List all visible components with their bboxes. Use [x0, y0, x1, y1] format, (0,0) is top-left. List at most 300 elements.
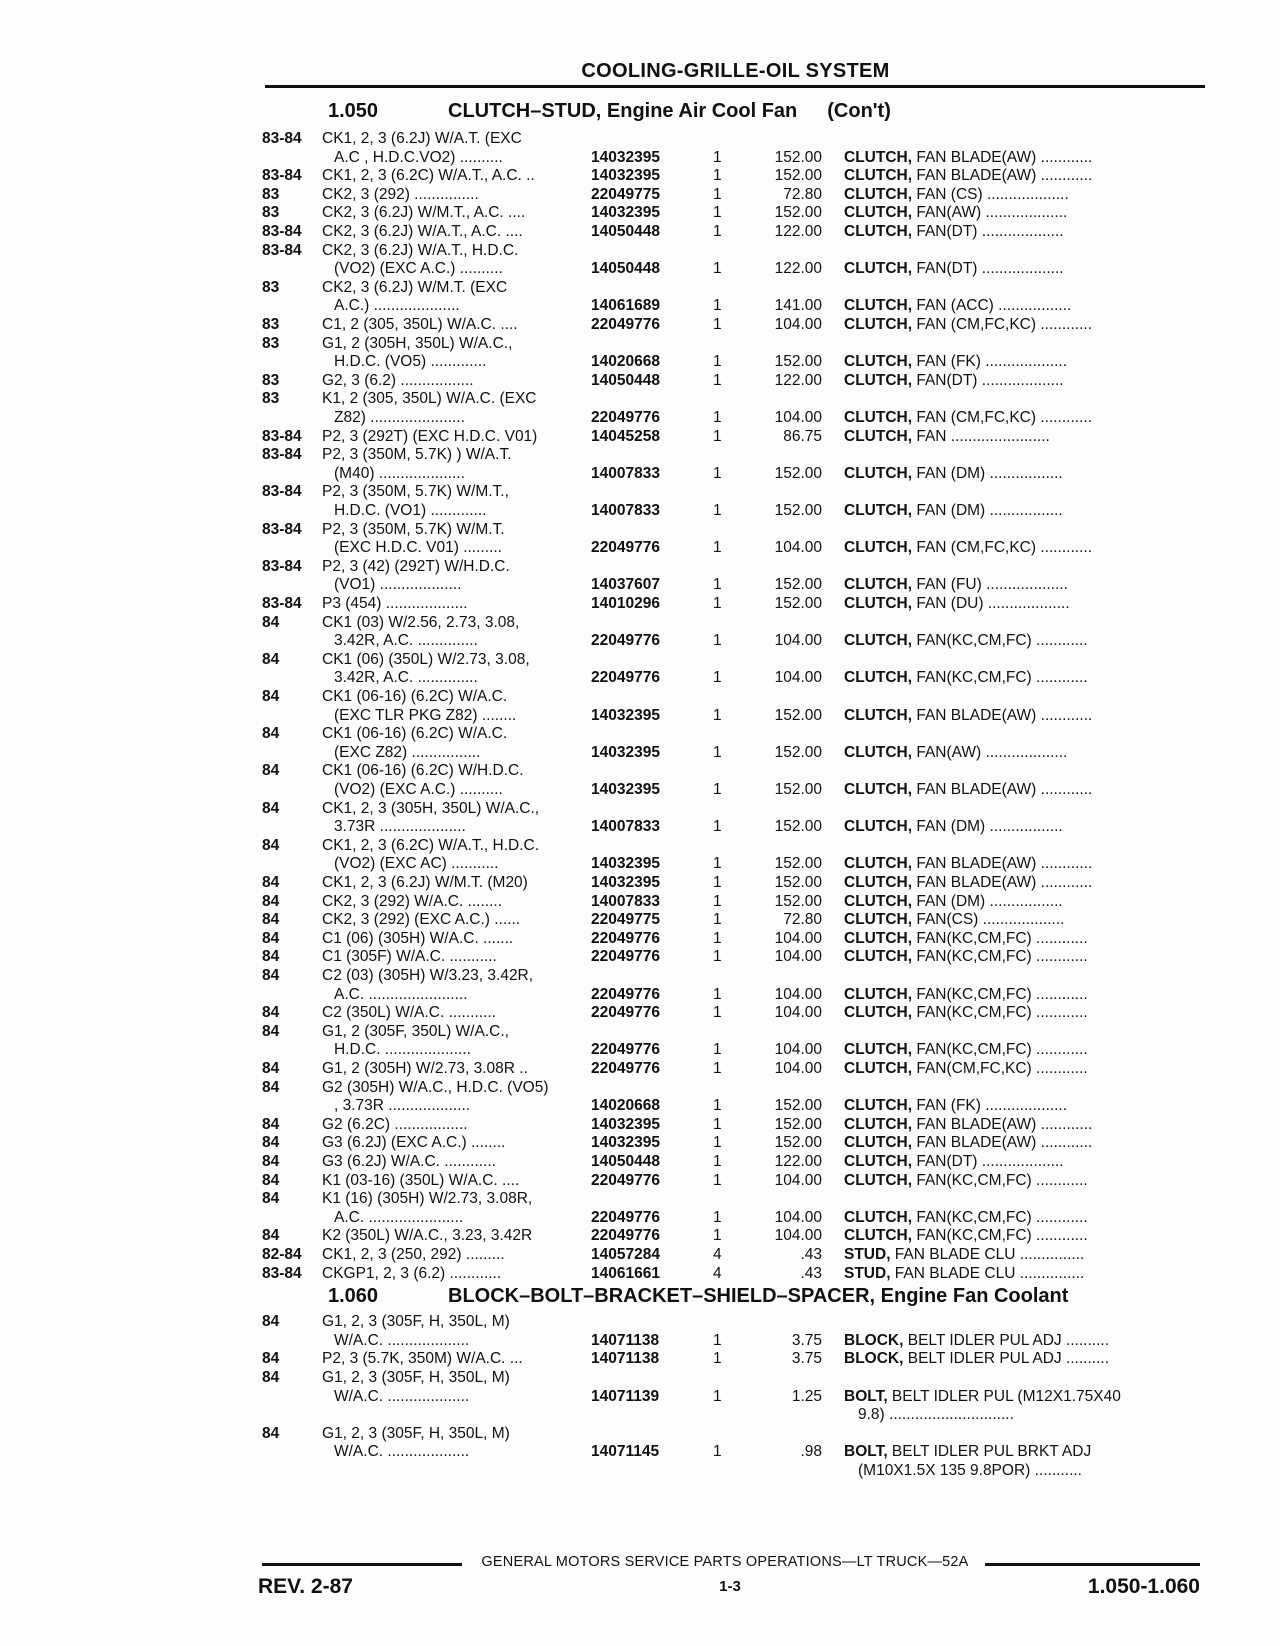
- application-desc: (EXC H.D.C. V01) .........: [334, 539, 502, 557]
- parts-row: [0, 614, 1280, 632]
- part-name-detail: FAN (DM) .................: [912, 502, 1063, 519]
- application-desc: CK1, 2, 3 (305H, 350L) W/A.C.,: [322, 799, 540, 817]
- list-price: 152.00: [774, 204, 822, 222]
- part-number: 22049776: [591, 929, 660, 947]
- part-name-noun: CLUTCH,: [844, 1171, 913, 1189]
- part-name-detail: FAN(KC,CM,FC) ............: [912, 1227, 1088, 1245]
- list-price: 152.00: [774, 576, 822, 594]
- part-name-detail: FAN(CM,FC,KC) ............: [912, 1060, 1088, 1077]
- model-year: 84: [262, 1227, 280, 1245]
- quantity: 1: [713, 1208, 722, 1226]
- parts-row: [0, 149, 1280, 167]
- part-number: 22049776: [591, 948, 660, 966]
- model-year: 83-84: [262, 223, 302, 240]
- part-number: 14057284: [591, 1246, 660, 1263]
- part-name-detail: FAN(KC,CM,FC) ............: [912, 1004, 1088, 1022]
- part-name-noun: CLUTCH,: [844, 874, 913, 891]
- list-price: 152.00: [774, 706, 822, 724]
- parts-row: [0, 279, 1280, 297]
- parts-row: [0, 893, 1280, 911]
- part-name-noun: CLUTCH,: [844, 911, 913, 929]
- part-name-detail: 9.8) .............................: [858, 1406, 1014, 1424]
- quantity: 1: [713, 148, 722, 166]
- part-name: [844, 1041, 1204, 1059]
- footer-rule-right: [985, 1563, 1200, 1566]
- application-desc: C1 (06) (305H) W/A.C. .......: [322, 929, 514, 947]
- quantity: 4: [713, 1246, 722, 1263]
- part-name: [844, 1332, 1204, 1350]
- quantity: 1: [713, 874, 722, 891]
- quantity: 1: [713, 427, 722, 445]
- footer-revision: REV. 2-87: [258, 1575, 353, 1598]
- parts-row: [0, 1246, 1280, 1264]
- part-name-detail: FAN(DT) ...................: [912, 260, 1064, 278]
- part-number: 22049776: [591, 539, 660, 557]
- section-heading-1060: [328, 1285, 1068, 1308]
- model-year: 83-84: [262, 483, 302, 501]
- model-year: 84: [262, 650, 280, 668]
- list-price: 152.00: [774, 743, 822, 761]
- quantity: 1: [713, 502, 722, 519]
- part-name: [844, 223, 1204, 241]
- part-name-detail: FAN (CS) ...................: [912, 185, 1069, 203]
- part-name-detail: FAN(KC,CM,FC) ............: [912, 929, 1088, 947]
- application-desc: CKGP1, 2, 3 (6.2) ............: [322, 1264, 502, 1282]
- list-price: 104.00: [774, 316, 822, 333]
- quantity: 1: [713, 1350, 722, 1368]
- application-desc: G2, 3 (6.2) .................: [322, 371, 474, 389]
- part-number: 14071139: [591, 1387, 660, 1405]
- section-number: 1.050: [328, 100, 379, 122]
- part-name-noun: CLUTCH,: [844, 706, 913, 724]
- model-year: 84: [262, 911, 280, 929]
- model-year: 84: [262, 1350, 280, 1368]
- list-price: 152.00: [774, 874, 822, 891]
- part-name-detail: (M10X1.5X 135 9.8POR) ...........: [858, 1462, 1082, 1479]
- quantity: 1: [713, 892, 722, 910]
- part-name-noun: CLUTCH,: [844, 148, 913, 166]
- parts-row: [0, 986, 1280, 1004]
- model-year: 83: [262, 371, 280, 389]
- parts-row: [0, 204, 1280, 222]
- application-desc: , 3.73R ...................: [334, 1097, 471, 1115]
- application-desc: G1, 2 (305H, 350L) W/A.C.,: [322, 334, 513, 352]
- part-name-detail: FAN BLADE(AW) ............: [912, 1115, 1093, 1133]
- part-number: 14007833: [591, 818, 660, 836]
- part-name: [844, 1116, 1204, 1134]
- parts-row: [0, 1004, 1280, 1022]
- list-price: .43: [800, 1264, 822, 1282]
- parts-row: [0, 1190, 1280, 1208]
- part-name-noun: CLUTCH,: [844, 948, 913, 966]
- application-desc: W/A.C. ...................: [334, 1331, 470, 1349]
- parts-row: [0, 465, 1280, 483]
- application-desc: H.D.C. ....................: [334, 1041, 471, 1059]
- section-continued: (Con't): [827, 100, 891, 122]
- part-name-detail: FAN BLADE CLU ...............: [890, 1264, 1085, 1282]
- part-number: 14032395: [591, 781, 660, 798]
- part-name-noun: BOLT,: [844, 1387, 888, 1405]
- model-year: 84: [262, 688, 280, 705]
- part-name-detail: FAN(KC,CM,FC) ............: [912, 632, 1088, 650]
- part-name-noun: BOLT,: [844, 1443, 888, 1461]
- parts-row: [0, 1350, 1280, 1368]
- application-desc: CK1, 2, 3 (250, 292) .........: [322, 1246, 505, 1263]
- list-price: 104.00: [774, 1004, 822, 1022]
- list-price: 104.00: [774, 985, 822, 1003]
- part-name-noun: CLUTCH,: [844, 1227, 913, 1245]
- parts-row: [0, 539, 1280, 557]
- part-name: [844, 781, 1204, 799]
- quantity: 1: [713, 1171, 722, 1189]
- parts-row: [0, 725, 1280, 743]
- application-desc: G3 (6.2J) (EXC A.C.) ........: [322, 1134, 506, 1152]
- model-year: 84: [262, 762, 280, 780]
- part-name: [844, 149, 1204, 167]
- parts-row: [0, 1265, 1280, 1283]
- part-number: 22049776: [591, 1060, 660, 1077]
- quantity: 1: [713, 204, 722, 222]
- part-number: 14007833: [591, 502, 660, 519]
- part-name: [844, 372, 1204, 390]
- list-price: 72.80: [783, 911, 822, 929]
- part-name: [844, 204, 1204, 222]
- application-desc: (M40) ....................: [334, 464, 465, 482]
- model-year: 83: [262, 334, 280, 352]
- application-desc: CK2, 3 (6.2J) W/A.T., H.D.C.: [322, 241, 519, 259]
- application-desc: (EXC Z82) ................: [334, 743, 481, 761]
- quantity: 1: [713, 706, 722, 724]
- application-desc: W/A.C. ...................: [334, 1443, 470, 1461]
- model-year: 83-84: [262, 1264, 302, 1282]
- parts-row: [0, 1227, 1280, 1245]
- part-name: [844, 1097, 1204, 1115]
- parts-row: [0, 818, 1280, 836]
- application-desc: G1, 2 (305F, 350L) W/A.C.,: [322, 1022, 509, 1040]
- application-desc: H.D.C. (VO5) .............: [334, 353, 487, 371]
- application-desc: P2, 3 (42) (292T) W/H.D.C.: [322, 557, 510, 575]
- part-name-noun: CLUTCH,: [844, 1097, 913, 1115]
- quantity: 1: [713, 929, 722, 947]
- list-price: 152.00: [774, 502, 822, 519]
- application-desc: P3 (454) ...................: [322, 595, 468, 612]
- part-name-noun: BLOCK,: [844, 1331, 904, 1349]
- application-desc: A.C. .......................: [334, 985, 468, 1003]
- part-name: [844, 986, 1204, 1004]
- application-desc: K2 (350L) W/A.C., 3.23, 3.42R: [322, 1227, 533, 1245]
- application-desc: A.C , H.D.C.VO2) ..........: [334, 148, 503, 166]
- quantity: 1: [713, 632, 722, 650]
- quantity: 1: [713, 576, 722, 594]
- application-desc: P2, 3 (350M, 5.7K) ) W/A.T.: [322, 446, 512, 464]
- part-name: [858, 1406, 1218, 1424]
- part-name-noun: CLUTCH,: [844, 1004, 913, 1022]
- parts-row: [0, 874, 1280, 892]
- model-year: 84: [262, 1313, 280, 1331]
- quantity: 1: [713, 1060, 722, 1077]
- model-year: 83-84: [262, 595, 302, 612]
- application-desc: (VO1) ...................: [334, 576, 462, 594]
- application-desc: 3.73R ....................: [334, 818, 466, 836]
- part-name-detail: FAN(KC,CM,FC) ............: [912, 1208, 1088, 1226]
- footer-publisher: GENERAL MOTORS SERVICE PARTS OPERATIONS—LT TRUCK—52A: [481, 1554, 969, 1570]
- part-number: 22049776: [591, 1171, 660, 1189]
- section-number: 1.060: [328, 1285, 379, 1308]
- part-number: 14071138: [591, 1331, 660, 1349]
- list-price: .98: [800, 1443, 822, 1461]
- part-number: 14061661: [591, 1264, 660, 1282]
- part-number: 14037607: [591, 576, 660, 594]
- parts-row: [0, 1116, 1280, 1134]
- list-price: 122.00: [774, 223, 822, 240]
- quantity: 1: [713, 371, 722, 389]
- part-name: [844, 409, 1204, 427]
- part-name-detail: FAN BLADE(AW) ............: [912, 855, 1093, 873]
- application-desc: G1, 2, 3 (305F, H, 350L, M): [322, 1313, 510, 1331]
- part-name-noun: STUD,: [844, 1246, 891, 1263]
- list-price: 152.00: [774, 148, 822, 166]
- part-name: [844, 632, 1204, 650]
- list-price: 152.00: [774, 781, 822, 798]
- list-price: 152.00: [774, 1115, 822, 1133]
- quantity: 1: [713, 1134, 722, 1152]
- part-name: [844, 1172, 1204, 1190]
- part-name: [844, 428, 1204, 446]
- application-desc: 3.42R, A.C. ..............: [334, 669, 478, 687]
- part-name: [844, 930, 1204, 948]
- quantity: 1: [713, 855, 722, 873]
- list-price: .43: [800, 1246, 822, 1263]
- part-name-detail: BELT IDLER PUL (M12X1.75X40: [887, 1387, 1121, 1405]
- part-name-noun: CLUTCH,: [844, 464, 913, 482]
- list-price: 104.00: [774, 1041, 822, 1059]
- list-price: 104.00: [774, 1227, 822, 1245]
- part-name: [844, 1060, 1204, 1078]
- part-name: [844, 911, 1204, 929]
- part-name-noun: CLUTCH,: [844, 297, 913, 315]
- application-desc: CK1, 2, 3 (6.2J) W/A.T. (EXC: [322, 130, 522, 147]
- parts-row: [0, 1060, 1280, 1078]
- part-number: 14050448: [591, 371, 660, 389]
- part-number: 14071138: [591, 1350, 660, 1368]
- application-desc: W/A.C. ...................: [334, 1387, 470, 1405]
- list-price: 86.75: [783, 427, 822, 445]
- part-name: [844, 893, 1204, 911]
- quantity: 1: [713, 185, 722, 203]
- application-desc: G1, 2 (305H) W/2.73, 3.08R ..: [322, 1060, 528, 1077]
- footer-page-number: 1-3: [719, 1578, 741, 1595]
- application-desc: G1, 2, 3 (305F, H, 350L, M): [322, 1369, 510, 1386]
- part-name-detail: FAN (CM,FC,KC) ............: [912, 539, 1093, 557]
- part-name: [844, 1134, 1204, 1152]
- part-name-noun: CLUTCH,: [844, 1134, 913, 1152]
- parts-row: [0, 1097, 1280, 1115]
- application-desc: Z82) ......................: [334, 409, 465, 426]
- part-number: 14032395: [591, 743, 660, 761]
- part-number: 14007833: [591, 892, 660, 910]
- part-name-noun: CLUTCH,: [844, 1208, 913, 1226]
- part-name-detail: FAN BLADE CLU ...............: [890, 1246, 1085, 1263]
- parts-row: [0, 353, 1280, 371]
- part-number: 22049776: [591, 1208, 660, 1226]
- part-number: 14020668: [591, 1097, 660, 1115]
- part-name-detail: FAN(DT) ...................: [912, 1153, 1064, 1170]
- application-desc: P2, 3 (350M, 5.7K) W/M.T.: [322, 520, 505, 538]
- section-title: BLOCK–BOLT–BRACKET–SHIELD–SPACER, Engine Fan Coolant: [448, 1285, 1069, 1308]
- part-name: [844, 1350, 1204, 1368]
- list-price: 152.00: [774, 892, 822, 910]
- part-name-noun: CLUTCH,: [844, 743, 913, 761]
- quantity: 1: [713, 669, 722, 687]
- part-name-noun: CLUTCH,: [844, 1041, 913, 1059]
- part-name-noun: CLUTCH,: [844, 316, 913, 333]
- application-desc: (VO2) (EXC A.C.) ..........: [334, 781, 503, 798]
- part-number: 22049776: [591, 1227, 660, 1245]
- part-name-noun: CLUTCH,: [844, 204, 913, 222]
- application-desc: CK2, 3 (292) W/A.C. ........: [322, 892, 503, 910]
- quantity: 1: [713, 1153, 722, 1170]
- list-price: 141.00: [774, 297, 822, 315]
- parts-row: [0, 837, 1280, 855]
- model-year: 82-84: [262, 1246, 302, 1263]
- part-name-detail: FAN .......................: [912, 427, 1050, 445]
- application-desc: CK1, 2, 3 (6.2C) W/A.T., A.C. ..: [322, 167, 535, 185]
- quantity: 1: [713, 1115, 722, 1133]
- parts-row: [0, 1425, 1280, 1443]
- part-name: [844, 744, 1204, 762]
- part-name-noun: CLUTCH,: [844, 427, 913, 445]
- model-year: 84: [262, 836, 280, 854]
- part-name-noun: CLUTCH,: [844, 781, 913, 798]
- parts-row: [0, 967, 1280, 985]
- model-year: 84: [262, 1190, 280, 1208]
- part-name: [844, 595, 1204, 613]
- parts-row: [0, 1388, 1280, 1406]
- model-year: 84: [262, 1153, 280, 1170]
- quantity: 1: [713, 1097, 722, 1115]
- application-desc: CK2, 3 (6.2J) W/A.T., A.C. ....: [322, 223, 523, 240]
- part-name: [844, 167, 1204, 185]
- application-desc: P2, 3 (5.7K, 350M) W/A.C. ...: [322, 1350, 523, 1368]
- application-desc: CK1, 2, 3 (6.2J) W/M.T. (M20): [322, 874, 528, 891]
- part-name: [844, 297, 1204, 315]
- model-year: 83-84: [262, 167, 302, 185]
- part-name: [844, 1246, 1204, 1264]
- part-name-noun: BLOCK,: [844, 1350, 904, 1368]
- parts-row: [0, 130, 1280, 148]
- model-year: 84: [262, 1369, 280, 1386]
- quantity: 1: [713, 985, 722, 1003]
- list-price: 1.25: [791, 1387, 822, 1405]
- part-name-detail: FAN(KC,CM,FC) ............: [912, 948, 1088, 966]
- part-name-noun: CLUTCH,: [844, 632, 913, 650]
- quantity: 1: [713, 539, 722, 557]
- parts-row: [0, 669, 1280, 687]
- part-name-detail: FAN (FK) ...................: [912, 1097, 1068, 1115]
- parts-row: [0, 1079, 1280, 1097]
- parts-row: [0, 483, 1280, 501]
- model-year: 83: [262, 390, 280, 408]
- part-number: 22049775: [591, 911, 660, 929]
- application-desc: CK2, 3 (292) ...............: [322, 185, 479, 203]
- quantity: 1: [713, 260, 722, 278]
- parts-row: [0, 390, 1280, 408]
- model-year: 84: [262, 874, 280, 891]
- application-desc: CK1, 2, 3 (6.2C) W/A.T., H.D.C.: [322, 836, 540, 854]
- parts-row: [0, 1041, 1280, 1059]
- quantity: 1: [713, 1004, 722, 1022]
- parts-row: [0, 409, 1280, 427]
- part-name: [844, 818, 1204, 836]
- parts-row: [0, 428, 1280, 446]
- application-desc: CK1 (06-16) (6.2C) W/A.C.: [322, 688, 508, 705]
- model-year: 84: [262, 892, 280, 910]
- model-year: 84: [262, 725, 280, 743]
- parts-row: [0, 744, 1280, 762]
- part-name-detail: FAN BLADE(AW) ............: [912, 148, 1093, 166]
- application-desc: C1, 2 (305, 350L) W/A.C. ....: [322, 316, 518, 333]
- model-year: 83-84: [262, 446, 302, 464]
- model-year: 83-84: [262, 130, 302, 147]
- part-name-detail: FAN (FK) ...................: [912, 353, 1068, 371]
- part-number: 14032395: [591, 1134, 660, 1152]
- part-number: 14061689: [591, 297, 660, 315]
- quantity: 1: [713, 297, 722, 315]
- quantity: 1: [713, 1041, 722, 1059]
- model-year: 83-84: [262, 520, 302, 538]
- list-price: 104.00: [774, 1208, 822, 1226]
- part-name-detail: FAN (DM) .................: [912, 892, 1063, 910]
- part-number: 14071145: [591, 1443, 660, 1461]
- quantity: 1: [713, 948, 722, 966]
- parts-row: [0, 297, 1280, 315]
- part-name-detail: FAN (ACC) .................: [912, 297, 1072, 315]
- application-desc: (VO2) (EXC AC) ...........: [334, 855, 499, 873]
- list-price: 152.00: [774, 167, 822, 185]
- part-name-noun: CLUTCH,: [844, 929, 913, 947]
- application-desc: G2 (305H) W/A.C., H.D.C. (VO5): [322, 1078, 549, 1096]
- part-name-noun: CLUTCH,: [844, 167, 913, 185]
- part-number: 14032395: [591, 148, 660, 166]
- application-desc: CK1 (06-16) (6.2C) W/H.D.C.: [322, 762, 524, 780]
- part-name: [844, 353, 1204, 371]
- section-heading-1050: [328, 100, 891, 123]
- list-price: 104.00: [774, 1060, 822, 1077]
- list-price: 152.00: [774, 464, 822, 482]
- application-desc: P2, 3 (350M, 5.7K) W/M.T.,: [322, 483, 509, 501]
- list-price: 152.00: [774, 818, 822, 836]
- parts-row: [0, 576, 1280, 594]
- part-name: [844, 855, 1204, 873]
- part-name-noun: CLUTCH,: [844, 409, 913, 426]
- part-number: 14045258: [591, 427, 660, 445]
- part-name: [844, 502, 1204, 520]
- parts-row: [0, 558, 1280, 576]
- parts-row: [0, 1209, 1280, 1227]
- part-number: 22049776: [591, 316, 660, 333]
- part-name-noun: CLUTCH,: [844, 1115, 913, 1133]
- part-name: [844, 707, 1204, 725]
- quantity: 1: [713, 781, 722, 798]
- application-desc: CK2, 3 (292) (EXC A.C.) ......: [322, 911, 521, 929]
- quantity: 1: [713, 464, 722, 482]
- application-desc: A.C. ......................: [334, 1208, 464, 1226]
- model-year: 84: [262, 613, 280, 631]
- parts-row: [0, 186, 1280, 204]
- list-price: 104.00: [774, 632, 822, 650]
- model-year: 84: [262, 1060, 280, 1077]
- parts-row: [0, 1172, 1280, 1190]
